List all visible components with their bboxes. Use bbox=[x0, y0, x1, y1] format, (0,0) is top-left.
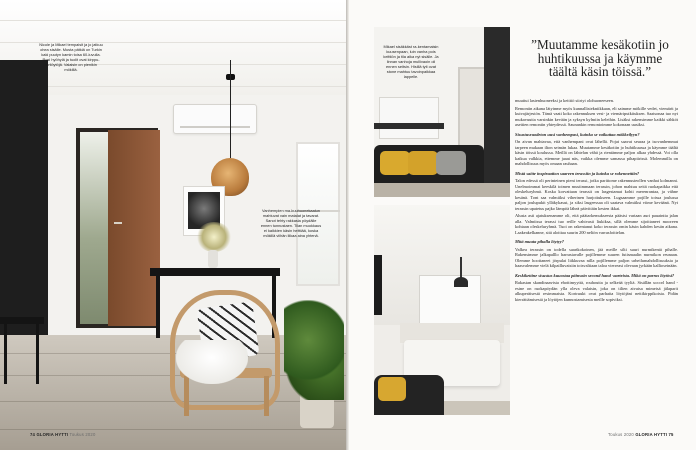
sheepskin bbox=[176, 340, 248, 384]
vase bbox=[208, 250, 218, 268]
kitchen-counter bbox=[374, 123, 444, 129]
rattan-chair-leg bbox=[264, 376, 269, 416]
floor bbox=[374, 183, 510, 197]
door-handle bbox=[114, 222, 122, 224]
body-paragraph: Remontin aikana lätyinme myös kunnallistekniikkaan, eli saimme mökille vedet, viemärit ja kuivajärjestön. Tämä vaati koko rakennuksen vesi- ja viemäriputkituksen. Saatsonaa tuo nyt mukavuutta varsinkin kevään ja syksyn kylmiin keleihin. Lisäksi rakensimme kaikki sähköt asettien remontin yhteydessä. Saunankin remontoimme kokonaan uusiksi. bbox=[515, 105, 678, 127]
body-paragraph: On aivan mahtavaa, että vanhempani ovat lähellä. Pojat saavat seuraa ja isovanhemmat tarpeen mukaan ilton seimän lukaa. Muutamme kesäkotiin jo huhtikuussa ja käymme täältä käsin töissä koulussa. Meillä on lähtelan vähä ja rientämme paljon alkaa yhdessä. Voi olla kaikua valkkia, ettemme jaaat näs, vaikka olemme samassa pihapiirissä. Molemmilla on mahdollisuus myös omaan rauhaan. bbox=[515, 139, 678, 166]
bedroom-photo bbox=[374, 205, 510, 415]
body-paragraph: Alusta asti ajatuksenamme oli, että päätarkemukseesta päästsi variaan auri pauaintta jalan alla. Valmiissa terassi tuo reille vahtvasti liukiksa, sillä olemme sijoittaneet mooreen kohtaan oleskeluryhmä. Tuoi on rakentanut koko terassin omin käsin kahden kesän aikana. Laakeakelkanne, sitä aloittaa suurin 200 neliön varrasfoittelan. bbox=[515, 213, 678, 235]
issue: Toukus 2020 bbox=[69, 432, 96, 437]
yellow-pillow bbox=[408, 151, 438, 175]
air-conditioner bbox=[173, 104, 257, 134]
interview-question: Mistä saitte inspiraation saareen terassiin ja kuinka se rakennettiin? bbox=[515, 170, 640, 176]
photo-caption: Nicole ja Mikael tempaisit ja jo jatkuu ohea sisälle. Musta pätkiä on Turkin kaki puutyn kamin toisa 60-luvulla. Rosi hyöhylä ja tuolit ovat kirppu-torilöytöjä. Valaisin on pienikin mökillä. bbox=[39, 42, 103, 72]
monstera-plant bbox=[284, 300, 344, 400]
table-leg bbox=[156, 276, 160, 338]
flowers bbox=[196, 222, 232, 252]
issue: Toukus 2020 bbox=[608, 432, 634, 437]
wooden-door bbox=[108, 130, 160, 326]
dining-table bbox=[150, 268, 280, 276]
black-stool bbox=[0, 317, 44, 324]
page-number: 75 bbox=[668, 432, 674, 437]
body-paragraph: Valkea terassin on todella saartkokoinen, jää meille silti suuri nurmikentä pihalle. Rakensimme jalkapalllo harrastavalle pojillemme suuren futismaalin nurmikon reunaan. Olemme hoottaneet jörpulai liikkuvaa nilla pojillemme paljon urheilumahdollisuuksia ja haasvalemme vielä kilpailluvaisiin toisvaltiaan taloa vierreasi olevaan jyrkään kallioseinään. bbox=[515, 246, 678, 268]
stool-leg bbox=[4, 324, 7, 384]
kitchen-cabinet bbox=[379, 97, 439, 139]
interview-question: Keskikettine sisustus kuuostaa päinsoin second hand -aarteista. Mikä on parras löytösi? bbox=[515, 272, 675, 278]
folio bbox=[30, 432, 95, 437]
black-wall bbox=[484, 27, 510, 197]
interview-question: Sisustusruodeton uusi vanhempasi, kuinka se vaikuttaa mökkeilyyn? bbox=[515, 131, 640, 137]
article-body bbox=[515, 98, 678, 304]
yellow-pillow bbox=[380, 151, 410, 175]
interview-question: Mitä muuta pihalla löytyy? bbox=[515, 239, 564, 244]
left-page bbox=[0, 0, 346, 450]
black-lamp bbox=[454, 277, 468, 287]
page-number: 74 bbox=[30, 432, 36, 437]
yellow-pillow bbox=[378, 377, 406, 401]
folio bbox=[608, 432, 674, 437]
grey-throw bbox=[436, 151, 466, 175]
black-wall bbox=[0, 60, 48, 360]
window bbox=[419, 275, 481, 327]
body-paragraph: Talon edessä oli perinteinen pieni terassi, jotka parittome rakennusteollen vanhat kolmanni. Unelmoimmat keeskilä toimen mustimmaan terassin, johon mahtuu seitä ruokapaikka että oleskeluryhmä. Koska korvattaan terassit on lasgestamat kohti merenrantaa, ja vähne kesänä. Tont saa valmiiksi viherinen harjoitukseen. Lugsaamme pojille toissa joulussa paljon joulupukit ylläkykasut, ja siksi lasgeessaa oli saatava valmiiksi viime keväänä. Nyt terassin upatetus pajko lämpöä läheä päivittäin kesten ikkai. bbox=[515, 178, 678, 211]
magazine-name: GLORIA HYTTI bbox=[635, 432, 668, 437]
stool-leg bbox=[36, 324, 39, 384]
magazine-name: GLORIA HYTTI bbox=[36, 432, 69, 437]
body-paragraph: muuttui lastenhuoneeksi ja keittiö siirtyi olohuoneeseen. bbox=[515, 98, 615, 103]
pull-quote: ”Muutamme kesäkotiin jo huhtikuussa ja käymme täältä käsin töissä.” bbox=[531, 37, 669, 79]
lamp-cord bbox=[230, 60, 231, 158]
photo-caption: Mikael sisäkkäst ra-kentamaisin kuusenpaan, luin vanha pois keittiön ja tila aika nyt sisälle. Ja linnan vanhoja mullivaoin oli ennen seitsin. Hisillä tyti ovat stone mahtuu tavoinpaikkaa lappelle. bbox=[383, 44, 439, 79]
body-paragraph: Rakastan skandinaavista ehottimyyttä, rouhoutta ja selkeää tyyliä. Sisällän uccorl hand -esine on ruokapöydän ylla oleva valaisin, joka on tilien aivaisa mimeisä jälaparit alkuperäisestä resimmaista. Kortruukt ovat parhaita löytöjäni nettikirppikoista. Pidän kierrättämisestä ja löytöjen kunnostamisesta meille sopiviksi. bbox=[515, 280, 678, 302]
lamp-cord bbox=[460, 257, 462, 279]
photo-caption: Vanhempien ma-kuuhuonekaalun mahtuvat vain matalat ja tavarat. Sanot tehty rakkasia pöydälle ennen tunnustaen. Tilan muokkaus ei kaikkien käsin heittiää, koska mökillä viihän liikaa aina yhtenä. bbox=[260, 208, 322, 238]
black-chair bbox=[374, 255, 382, 315]
